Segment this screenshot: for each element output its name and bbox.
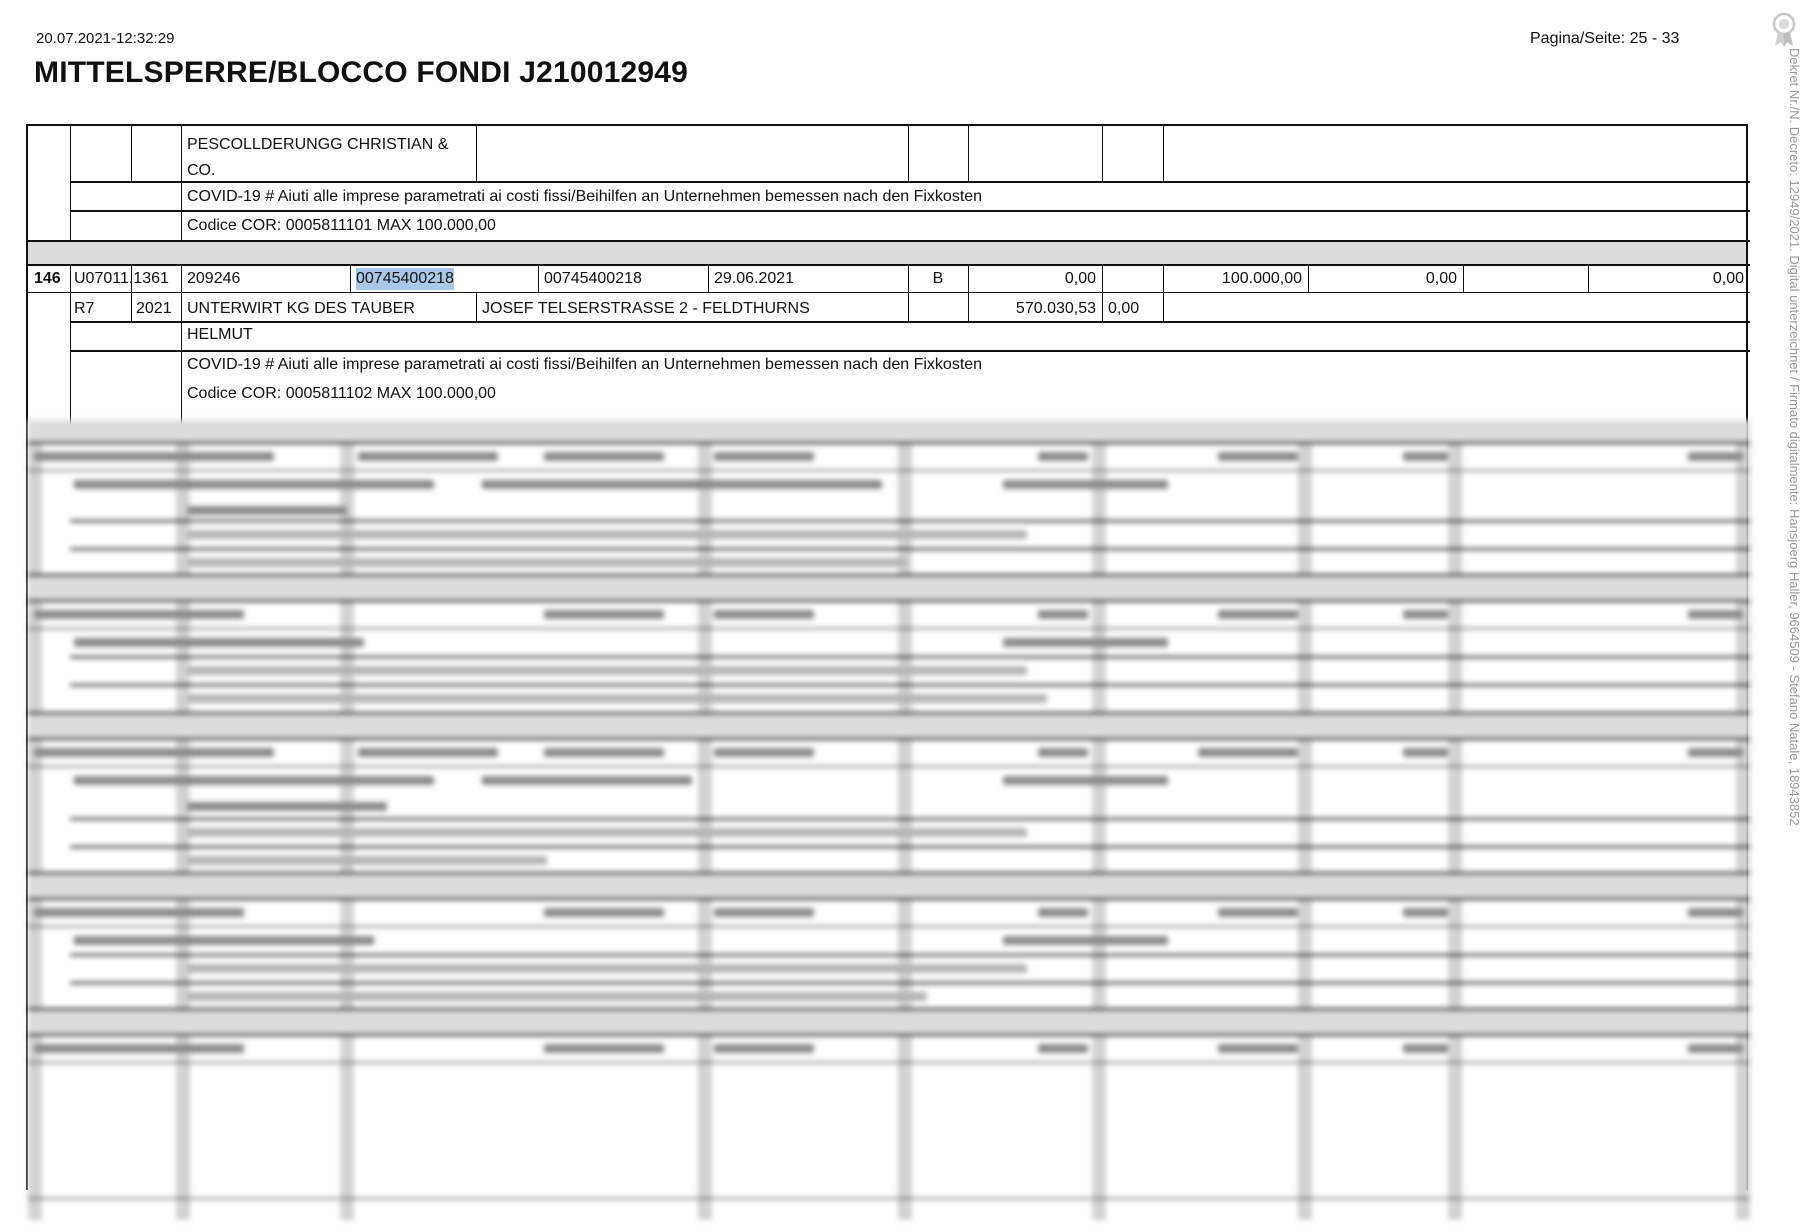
record-type: B xyxy=(932,270,944,287)
record-id: 209246 xyxy=(187,270,241,287)
first-record-cor-code: Codice COR: 0005811101 MAX 100.000,00 xyxy=(187,217,496,234)
record-value-1: 570.030,53 xyxy=(1015,300,1096,317)
record-r-code: R7 xyxy=(74,300,95,317)
document-title: MITTELSPERRE/BLOCCO FONDI J210012949 xyxy=(34,56,689,89)
record-date: 29.06.2021 xyxy=(714,270,795,287)
funds-block-table xyxy=(26,124,1748,1190)
record-cor-code: Codice COR: 0005811102 MAX 100.000,00 xyxy=(187,385,496,402)
record-tax-code: 00745400218 xyxy=(544,270,642,287)
record-amount-1: 0,00 xyxy=(1064,270,1096,287)
record-amount-3: 0,00 xyxy=(1425,270,1457,287)
record-year: 2021 xyxy=(136,300,172,317)
first-record-name-line1: PESCOLLDERUNGG CHRISTIAN & xyxy=(187,136,449,153)
print-timestamp: 20.07.2021-12:32:29 xyxy=(36,30,175,47)
record-account-code: U07011.1361 xyxy=(74,270,169,287)
first-record-description: COVID-19 # Aiuti alle imprese parametrati ai costi fissi/Beihilfen an Unternehmen bemessen nach den Fixkosten xyxy=(187,188,983,205)
record-name-line2: HELMUT xyxy=(187,326,253,343)
record-number: 146 xyxy=(34,270,61,287)
record-amount-4: 0,00 xyxy=(1712,270,1744,287)
record-value-2: 0,00 xyxy=(1108,300,1140,317)
record-vat-number-selected[interactable]: 00745400218 xyxy=(356,268,454,290)
page-indicator: Pagina/Seite: 25 - 33 xyxy=(1530,30,1680,47)
record-name-line1: UNTERWIRT KG DES TAUBER xyxy=(187,300,415,317)
record-description: COVID-19 # Aiuti alle imprese parametrati ai costi fissi/Beihilfen an Unternehmen bemessen nach den Fixkosten xyxy=(187,356,983,373)
digital-signature-note: Dekret Nr./N. Decreto: 12949/2021. Digital unterzeichnet / Firmato digitalmente: Hansjoerg Haller, 9664509 - Stefano Natale, 18943852 xyxy=(1787,48,1802,826)
signature-seal-icon xyxy=(1770,12,1798,48)
record-address: JOSEF TELSERSTRASSE 2 - FELDTHURNS xyxy=(482,300,810,317)
record-amount-2: 100.000,00 xyxy=(1221,270,1302,287)
blurred-records-area xyxy=(28,420,1750,1220)
first-record-name-line2: CO. xyxy=(187,162,216,179)
